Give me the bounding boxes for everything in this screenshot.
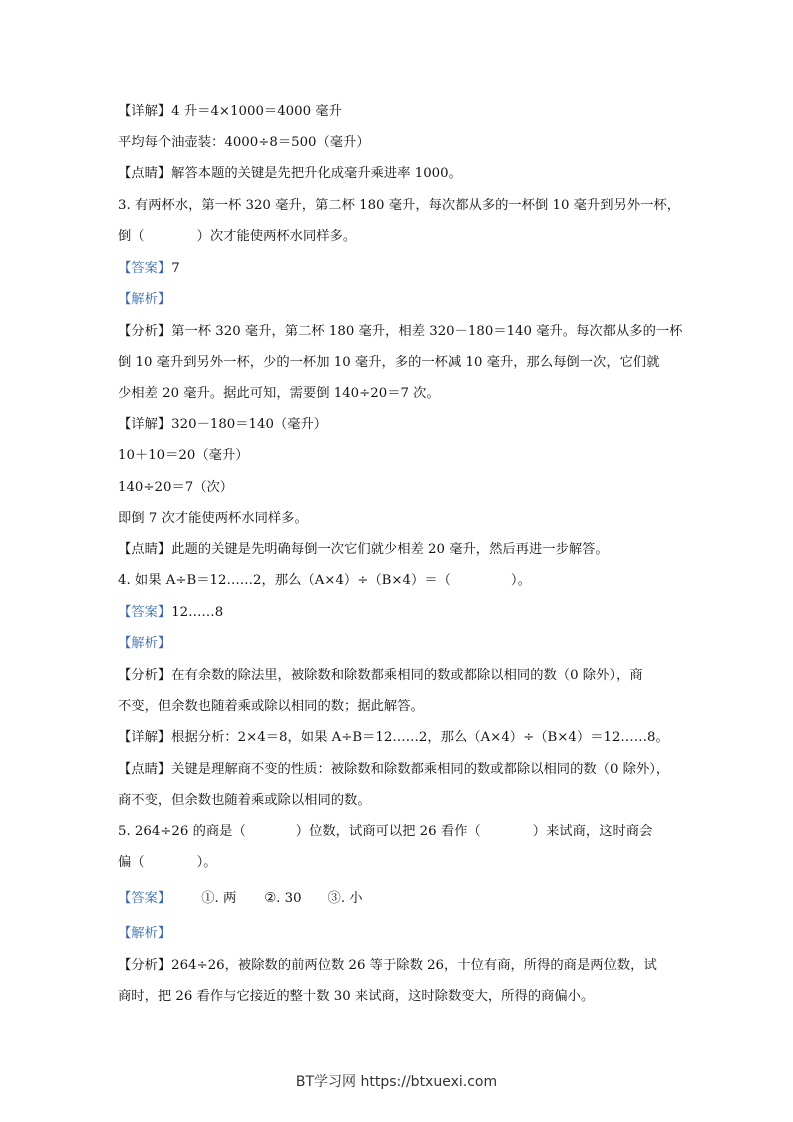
analysis-tag: 【解析】 [118, 636, 172, 651]
detail-line: 【详解】4 升＝4×1000＝4000 毫升 [118, 104, 342, 119]
footer-watermark: BT学习网 https://btxuexi.com [295, 1074, 498, 1090]
text-segment: ）位数，试商可以把 26 看作（ [295, 824, 481, 839]
question-3: 3. 有两杯水，第一杯 320 毫升，第二杯 180 毫升，每次都从多的一杯倒 10 毫升到另外一杯， [118, 198, 681, 213]
question-3-cont [118, 227, 356, 247]
question-5-cont [118, 853, 217, 873]
analysis-tag: 【解析】 [118, 926, 172, 941]
answer-tag: 【答案】 [118, 891, 172, 906]
detail-line: 【详解】320－180＝140（毫升） [118, 417, 328, 432]
analysis-line: 【分析】在有余数的除法里，被除数和除数都乘相同的数或都除以相同的数（0 除外），商 [118, 668, 643, 683]
text-segment: ）。 [510, 573, 531, 588]
answer-line [118, 259, 180, 279]
comment-line: 商不变，但余数也随着乘或除以相同的数。 [118, 793, 371, 808]
answer-line [118, 889, 363, 909]
answer-value: ③. 小 [327, 891, 363, 906]
comment-line: 【点睛】关键是理解商不变的性质：被除数和除数都乘相同的数或都除以相同的数（0 除外）， [118, 762, 670, 777]
analysis-line: 倒 10 毫升到另外一杯，少的一杯加 10 毫升，多的一杯减 10 毫升，那么每倒一次，它们就 [118, 355, 660, 370]
analysis-line: 少相差 20 毫升。据此可知，需要倒 140÷20＝7 次。 [118, 386, 440, 401]
text-segment: ）来试商，这时商会 [532, 824, 653, 839]
detail-line: 10＋10＝20（毫升） [118, 448, 249, 463]
answer-value: 12……8 [171, 605, 224, 620]
detail-line: 【详解】根据分析：2×4＝8，如果 A÷B＝12……2，那么（A×4）÷（B×4）＝12……8。 [118, 730, 669, 745]
answer-tag: 【答案】 [118, 261, 172, 276]
analysis-line: 商时，把 26 看作与它接近的整十数 30 来试商，这时除数变大，所得的商偏小。 [118, 989, 595, 1004]
analysis-line: 【分析】第一杯 320 毫升，第二杯 180 毫升，相差 320－180＝140 毫升。每次都从多的一杯 [118, 324, 683, 339]
analysis-line: 不变，但余数也随着乘或除以相同的数；据此解答。 [118, 699, 424, 714]
text-segment: 5. 264÷26 的商是（ [118, 824, 246, 839]
question-4 [118, 571, 531, 591]
answer-value: ①. 两 [201, 891, 237, 906]
answer-value: 7 [171, 261, 180, 276]
answer-tag: 【答案】 [118, 605, 172, 620]
text-segment: ）次才能使两杯水同样多。 [196, 229, 357, 244]
comment-line: 【点睛】此题的关键是先明确每倒一次它们就少相差 20 毫升，然后再进一步解答。 [118, 542, 609, 557]
detail-line: 平均每个油壶装：4000÷8＝500（毫升） [118, 135, 370, 150]
comment-line: 【点睛】解答本题的关键是先把升化成毫升乘进率 1000。 [118, 166, 462, 181]
text-segment: 倒（ [118, 229, 145, 244]
answer-line [118, 603, 223, 623]
text-segment: 偏（ [118, 855, 145, 870]
text-segment: 4. 如果 A÷B＝12……2，那么（A×4）÷（B×4）＝（ [118, 573, 451, 588]
analysis-line: 【分析】264÷26，被除数的前两位数 26 等于除数 26，十位有商，所得的商是两位数，试 [118, 958, 657, 973]
detail-line: 140÷20＝7（次） [118, 480, 234, 495]
answer-value: ②. 30 [264, 891, 302, 906]
analysis-tag: 【解析】 [118, 292, 172, 307]
detail-line: 即倒 7 次才能使两杯水同样多。 [118, 511, 308, 526]
question-5 [118, 822, 652, 842]
text-segment: ）。 [196, 855, 217, 870]
